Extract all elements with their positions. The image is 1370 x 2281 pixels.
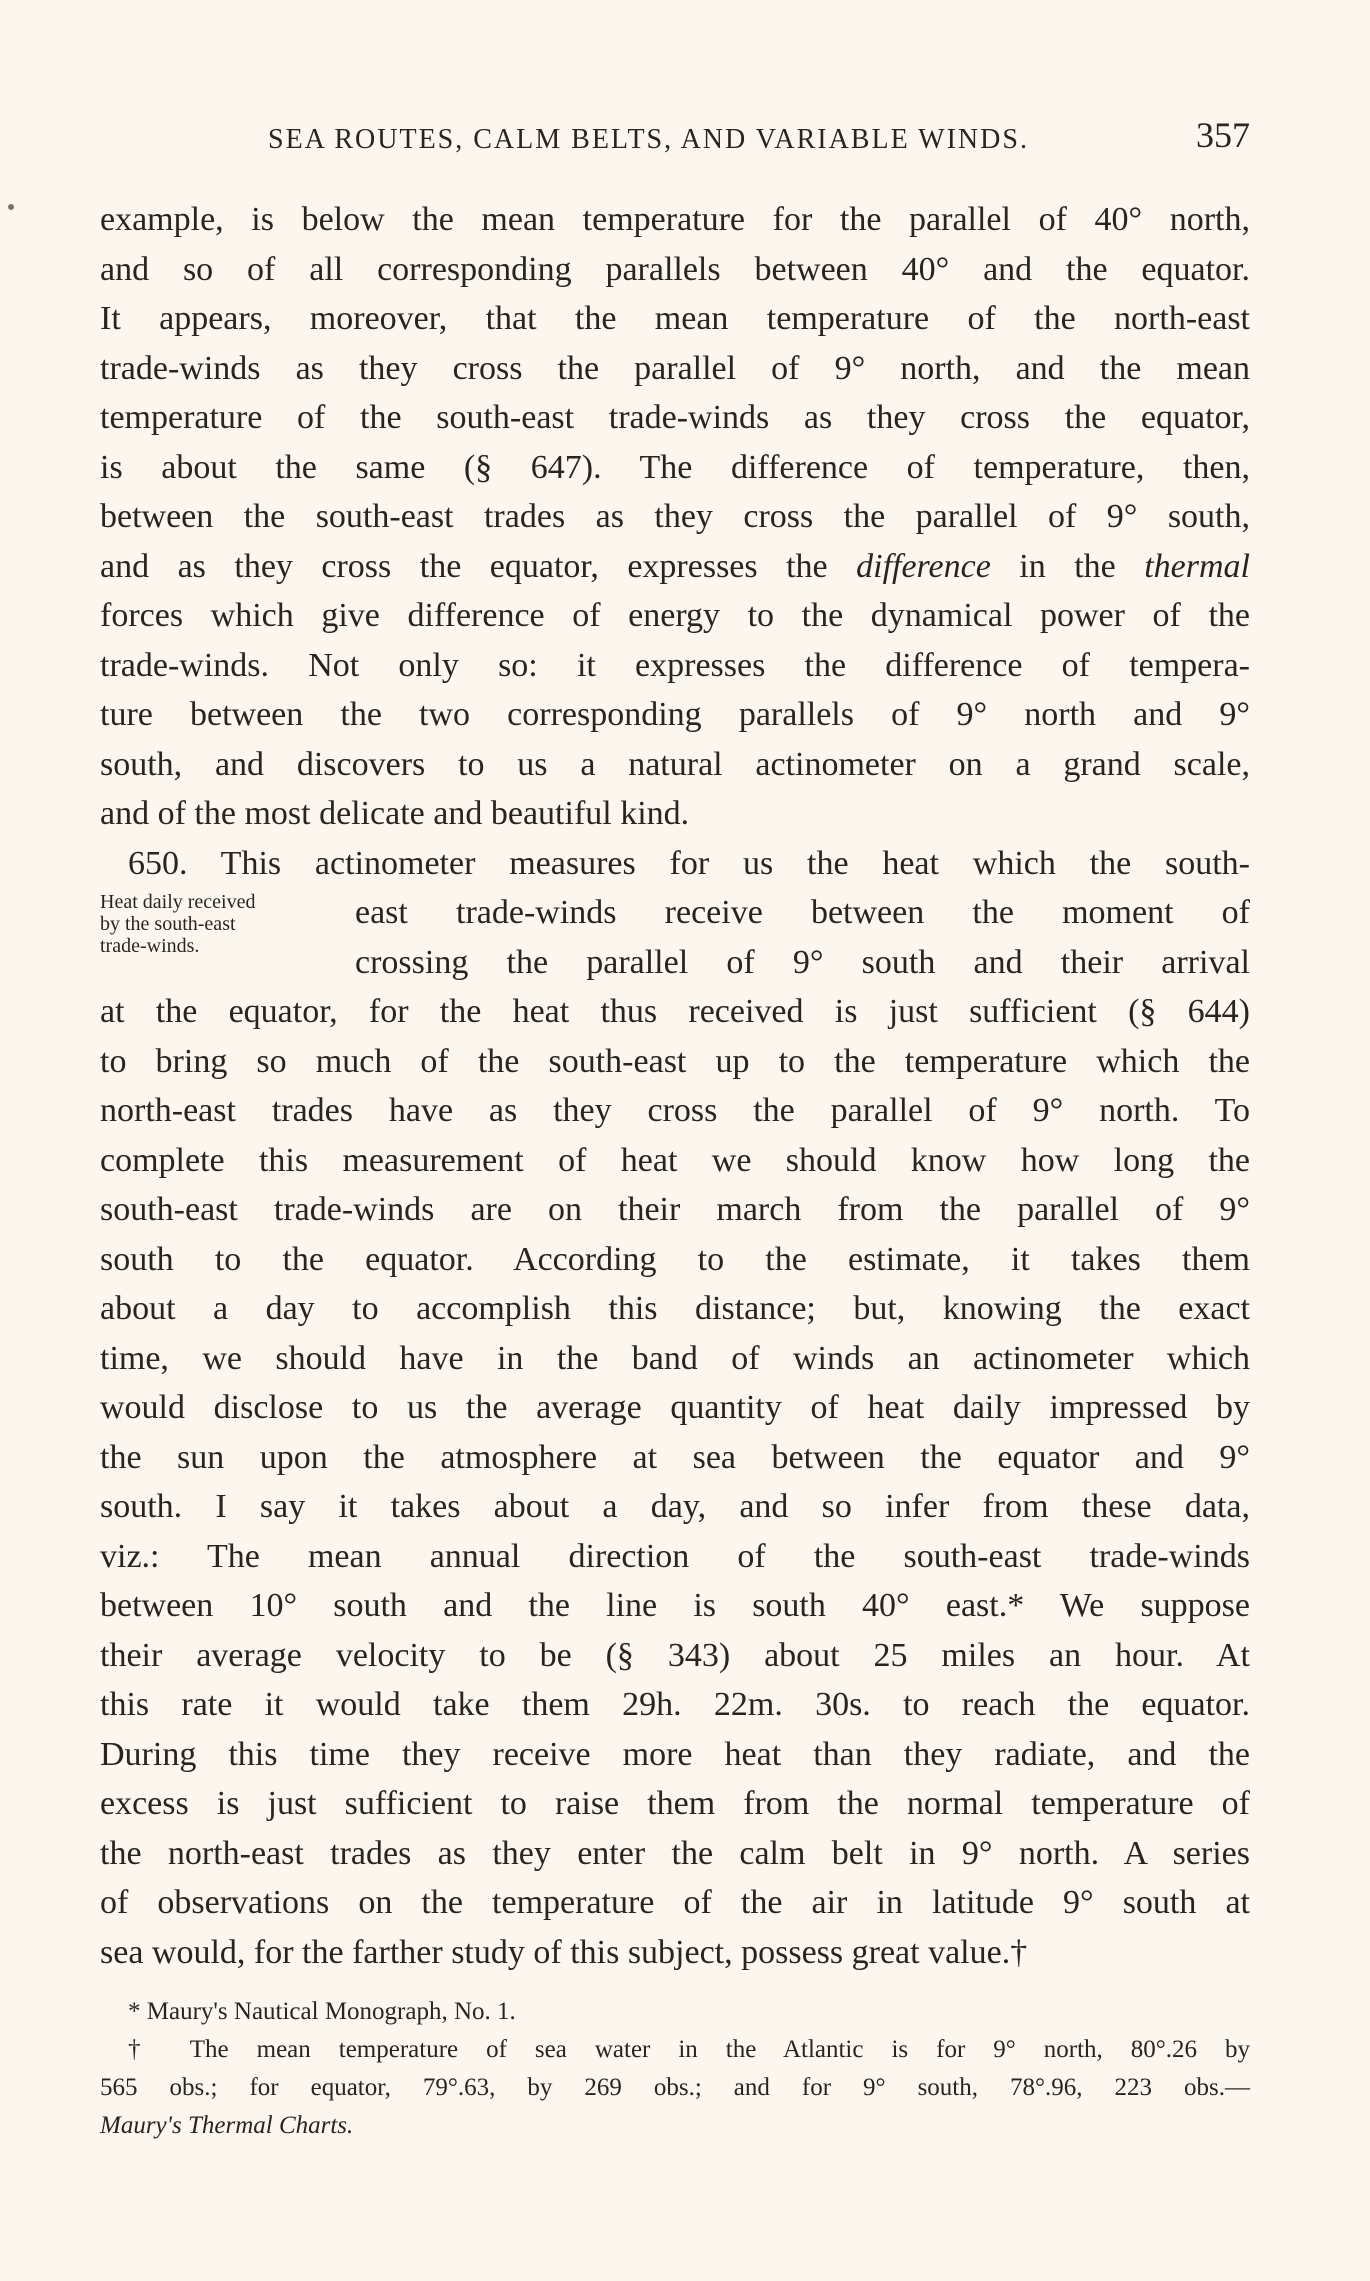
text-run: and as they cross the equator, expresses the: [100, 547, 857, 585]
footnotes: [100, 1993, 1250, 2145]
text-line: would disclose to us the average quantity of heat daily impressed by: [100, 1389, 1250, 1426]
page-number: 357: [1196, 115, 1250, 155]
text-line: 650. This actinometer measures for us the heat which the south-: [128, 844, 1250, 882]
text-line: example, is below the mean temperature for the parallel of 40° north,: [100, 201, 1250, 238]
text-line: at the equator, for the heat thus received is just sufficient (§ 644): [100, 993, 1250, 1030]
text-line: this rate it would take them 29h. 22m. 30s. to reach the equator.: [100, 1686, 1250, 1723]
text-line: the north-east trades as they enter the calm belt in 9° north. A series: [100, 1834, 1250, 1872]
ink-speck: [8, 204, 14, 210]
margin-note-line: by the south-east: [100, 912, 236, 935]
text-line: It appears, moreover, that the mean temperature of the north-east: [100, 300, 1250, 337]
text-line: the sun upon the atmosphere at sea between the equator and 9°: [100, 1438, 1250, 1476]
text-line: south-east trade-winds are on their march from the parallel of 9°: [100, 1191, 1250, 1228]
text-line: temperature of the south-east trade-winds as they cross the equator,: [100, 399, 1250, 436]
text-line: trade-winds as they cross the parallel of 9° north, and the mean: [100, 349, 1250, 387]
text-run: in the: [990, 547, 1145, 585]
text-line: ture between the two corresponding parallels of 9° north and 9°: [100, 696, 1250, 733]
text-line: excess is just sufficient to raise them from the normal temperature of: [100, 1785, 1250, 1822]
footnote-2-line: 565 obs.; for equator, 79°.63, by 269 obs.; and for 9° south, 78°.96, 223 obs.—: [100, 2074, 1250, 2101]
text-line: and so of all corresponding parallels between 40° and the equator.: [100, 250, 1250, 288]
body-text: [100, 195, 1250, 1977]
text-line: trade-winds. Not only so: it expresses the difference of tempera-: [100, 646, 1250, 684]
text-line-italic: [100, 542, 1250, 592]
emphasis-difference: difference: [856, 547, 991, 585]
footnote-1: * Maury's Nautical Monograph, No. 1.: [128, 1998, 516, 2025]
text-line: north-east trades have as they cross the parallel of 9° north. To: [100, 1092, 1250, 1129]
paragraph-650: [100, 839, 1250, 1978]
text-line: and of the most delicate and beautiful kind.: [100, 795, 690, 832]
text-line: to bring so much of the south-east up to the temperature which the: [100, 1042, 1250, 1080]
margin-note: [100, 891, 330, 957]
margin-note-line: trade-winds.: [100, 934, 200, 957]
text-line: crossing the parallel of 9° south and their arrival: [355, 943, 1250, 981]
text-line: complete this measurement of heat we should know how long the: [100, 1141, 1250, 1179]
text-line: south to the equator. According to the estimate, it takes them: [100, 1240, 1250, 1278]
footnote-2-line: † The mean temperature of sea water in the Atlantic is for 9° north, 80°.26 by: [128, 2036, 1250, 2063]
text-line: is about the same (§ 647). The difference of temperature, then,: [100, 448, 1250, 486]
margin-note-line: Heat daily received: [100, 890, 256, 913]
text-line: between the south-east trades as they cross the parallel of 9° south,: [100, 498, 1250, 535]
footnote-2-line: [100, 2107, 1250, 2145]
text-line: During this time they receive more heat than they radiate, and the: [100, 1735, 1250, 1773]
text-line: south, and discovers to us a natural actinometer on a grand scale,: [100, 745, 1250, 783]
text-line: viz.: The mean annual direction of the south-east trade-winds: [100, 1537, 1250, 1575]
emphasis-thermal: thermal: [1144, 547, 1251, 585]
text-line: forces which give difference of energy to the dynamical power of the: [100, 597, 1250, 634]
text-line: time, we should have in the band of winds an actinometer which: [100, 1339, 1250, 1377]
text-line: south. I say it takes about a day, and so infer from these data,: [100, 1488, 1250, 1525]
text-line: of observations on the temperature of the air in latitude 9° south at: [100, 1884, 1250, 1921]
running-head: SEA ROUTES, CALM BELTS, AND VARIABLE WINDS.: [268, 124, 1029, 155]
page-header: [100, 115, 1250, 168]
text-line: their average velocity to be (§ 343) about 25 miles an hour. At: [100, 1636, 1250, 1674]
paragraph-continued: [100, 195, 1250, 839]
footnote-citation: Maury's Thermal Charts.: [100, 2112, 354, 2139]
text-line: sea would, for the farther study of this subject, possess great value.†: [100, 1933, 1028, 1971]
text-line: between 10° south and the line is south 40° east.* We suppose: [100, 1587, 1250, 1624]
text-line: about a day to accomplish this distance; but, knowing the exact: [100, 1290, 1250, 1327]
text-line: east trade-winds receive between the moment of: [355, 894, 1250, 931]
